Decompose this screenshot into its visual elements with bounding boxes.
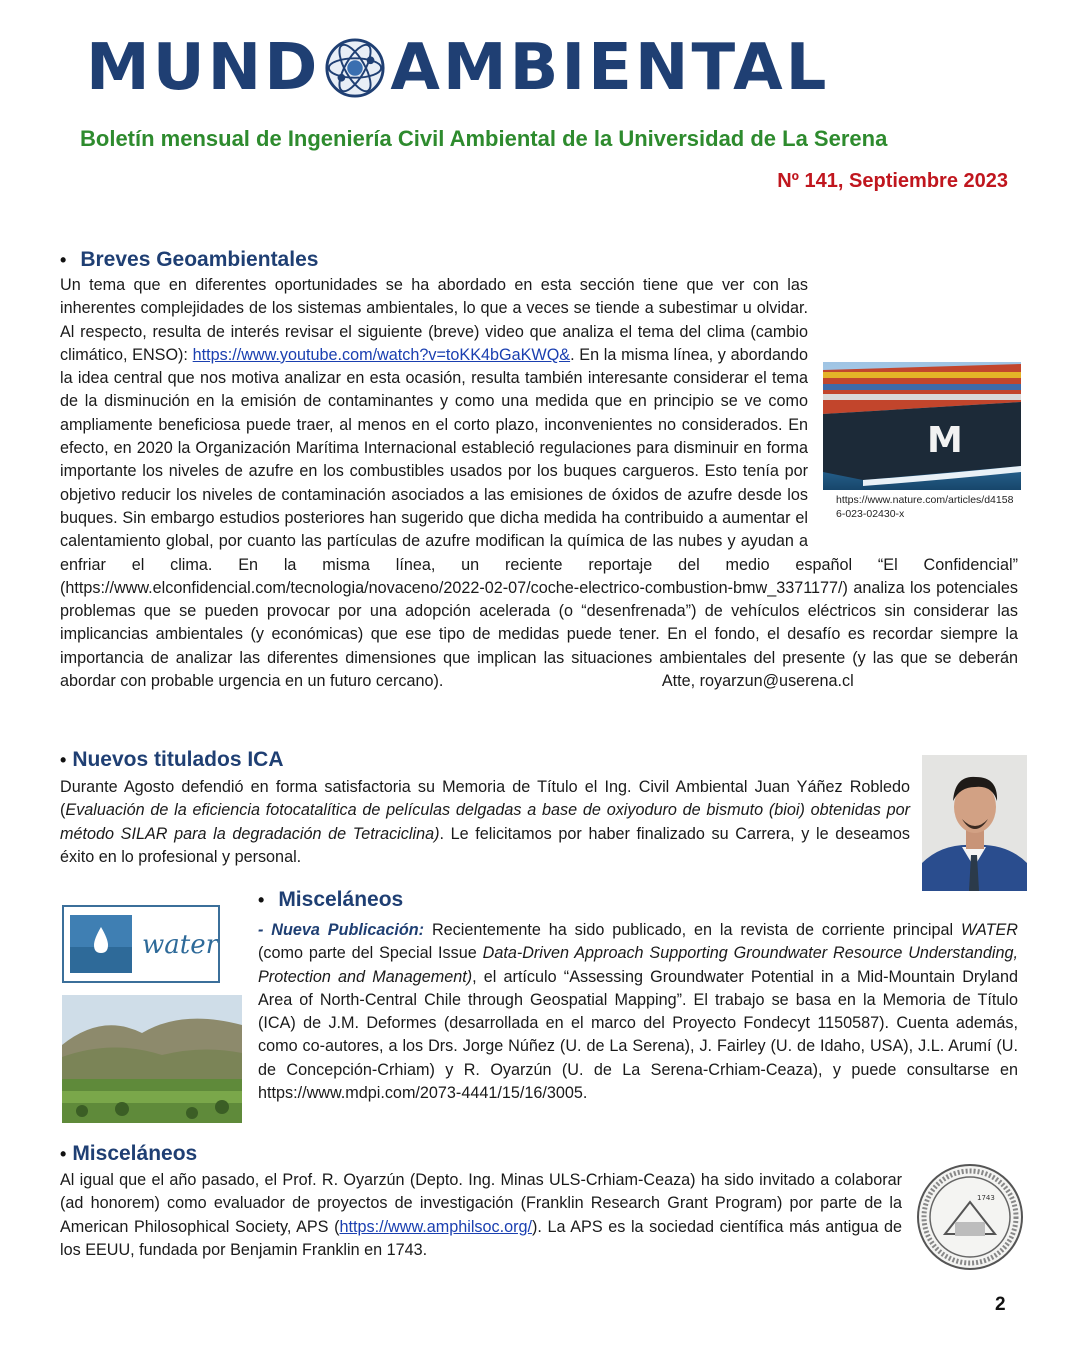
journal-name: WATER [961,921,1018,939]
water-logo-text: water [142,930,218,960]
issue-number: Nº 141, Septiembre 2023 [777,170,1008,192]
aps-text-1: Al igual que el año pasado, el Prof. R. Oyarzún (Depto. Ing. Minas ULS-Crhiam-Ceaza) ha sido invitado a colaborar (ad honorem) como evaluador de proyectos de investigación (Franklin Research Grant Program) por parte de la American Philosophical Society, APS ( [60,1171,902,1236]
special-issue-name: Data-Driven Approach Supporting Groundwater Resource Understanding, Protection and Management) [258,944,1018,986]
heading-text: Misceláneos [72,1142,198,1165]
section-heading-miscelaneos-1 [258,888,403,912]
bullet: • [60,250,67,270]
titulados-text [60,776,910,869]
masthead-word-left: MUND [86,31,321,105]
signature: Atte, royarzun@userena.cl [661,672,854,691]
titulados-text-b: . Le felicitamos por haber finalizado su Carrera, y le deseamos éxito en lo profesional y personal. [60,824,910,866]
section-heading-titulados [60,748,284,772]
bullet: • [60,750,67,770]
water-journal-logo [62,905,220,983]
miscelaneos-1-text [258,919,1018,1105]
cargo-ship-image [823,362,1021,490]
youtube-link[interactable]: https://www.youtube.com/watch?v=toKK4bGaKWQ& [192,345,571,364]
titulados-text-a: Durante Agosto defendió en forma satisfactoria su Memoria de Título el Ing. Civil Ambiental Juan Yáñez Robledo ( [60,778,910,820]
new-publication-label: - Nueva Publicación: [258,921,425,939]
thesis-title: Evaluación de la eficiencia fotocatalítica de películas delgadas a base de oxiyoduro de bismuto (bioi) obtenidas por método SILAR para la degradación de Tetraciclina) [60,801,910,843]
seal-year: 1743 [977,1194,995,1202]
svg-text:M: M [927,420,963,461]
breves-paragraph-3: estudios posteriores han sugerido que dicha medida ha contribuido a aumentar el calentamiento global, por cuanto las partículas de azufre modifican la química de las nubes y ayudan a enfriar el clima. En la misma línea, un reciente reportaje del medio español “El Confidencial” (https://www.elconfidencial.com/tecnologia/novaceno/2022-02-07/coche-electrico-combustion-bmw_3371177/) analiza los potenciales problemas que se pueden provocar por una adopción acelerada (o “desenfrenada”) de vehículos eléctricos sin considerar las implicancias ambientales (y económicas) que ese tipo de medidas puede tener. En el fondo, el desafío es recordar siempre la importancia de analizar las diferentes dimensiones que implican las situaciones ambientales del presente (y las que se deberán abordar con probable urgencia en un futuro cercano). [60,508,1018,691]
bullet: • [258,890,265,910]
globe-atom-icon [324,37,386,99]
heading-text: Breves Geoambientales [80,248,319,271]
page-number: 2 [995,1294,1006,1315]
misc-text-1: Recientemente ha sido publicado, en la revista de corriente principal [424,921,962,939]
misc-text-2: (como parte del Special Issue [258,944,483,963]
dryland-landscape-image [62,995,242,1123]
masthead [86,31,830,105]
heading-text: Nuevos titulados ICA [72,748,284,771]
breves-paragraph-2: . En la misma línea, y abordando la idea central que nos motiva analizar en esta ocasión, resulta también interesante considerar el tema de la disminución en la emisión de contaminantes y como una medida que en principio se ve como ampliamente beneficiosa puede traer, al menos en el corto plazo, inconvenientes no considerados. En efecto, en 2020 la Organización Marítima Internacional estableció regulaciones para disminuir en forma importante los niveles de azufre en los combustibles usados por los buques cargueros. Esto tenía por objetivo reducir los niveles de contaminación asociados a las emisiones de óxidos de azufre desde los buques. Sin embargo [60,345,808,527]
ship-image-caption: https://www.nature.com/articles/d41586-023-02430-x [836,494,1014,520]
masthead-subtitle: Boletín mensual de Ingeniería Civil Ambiental de la Universidad de La Serena [80,126,888,151]
aps-text-2: ). La APS es la sociedad científica más antigua de los EEUU, fundada por Benjamin Franklin en 1743. [60,1217,902,1259]
graduate-portrait [922,755,1027,891]
breves-paragraph-1: Un tema que en diferentes oportunidades se ha abordado en esta sección tiene que ver con las inherentes complejidades de los sistemas ambientales, lo que a veces se tiende a subestimar u olvidar. Al respecto, resulta de interés revisar el siguiente (breve) video que analiza el tema del clima (cambio climático, ENSO): [60,276,808,364]
section-heading-breves [60,248,318,272]
bullet: • [60,1144,67,1164]
miscelaneos-2-text [60,1169,902,1262]
aps-seal-emblem [915,1162,1025,1272]
amphilsoc-link[interactable]: https://www.amphilsoc.org/ [339,1217,533,1236]
misc-text-3: , el artículo “Assessing Groundwater Potential in a Mid-Mountain Dryland Area of North-Central Chile through Geospatial Mapping”. El trabajo se basa en la Memoria de Título (ICA) de J.M. Deformes (desarrollada en el marco del Proyecto Fondecyt 1150587). Cuenta además, como co-autores, a los Drs. Jorge Núñez (U. de La Serena), J. Fairley (U. de Idaho, USA), J.L. Arumí (U. de Concepción-Crhiam) y R. Oyarzún (U. de La Serena-Crhiam-Ceaza), y puede consultarse en https://www.mdpi.com/2073-4441/15/16/3005. [258,967,1018,1103]
masthead-word-right: AMBIENTAL [390,31,830,105]
heading-text: Misceláneos [278,888,404,911]
section-heading-miscelaneos-2 [60,1142,197,1166]
